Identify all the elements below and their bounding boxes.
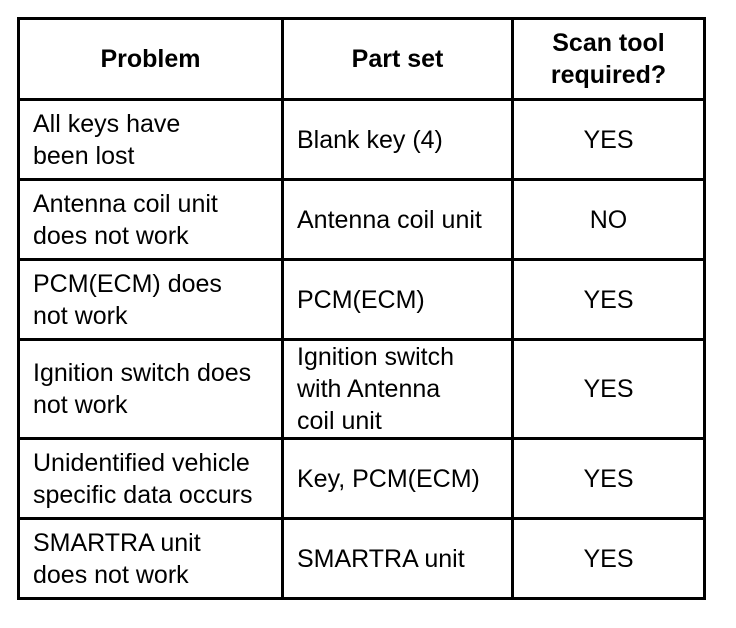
- scan-tool-cell: YES: [513, 260, 705, 340]
- problem-cell: Ignition switch does not work: [19, 340, 283, 439]
- scan-tool-cell: YES: [513, 340, 705, 439]
- table-row: [19, 519, 705, 599]
- header-scan-tool-required: Scan tool required?: [513, 19, 705, 100]
- problem-cell: PCM(ECM) does not work: [19, 260, 283, 340]
- part-set-cell: SMARTRA unit: [283, 519, 513, 599]
- problem-cell: Antenna coil unit does not work: [19, 180, 283, 260]
- part-set-cell: PCM(ECM): [283, 260, 513, 340]
- scan-tool-cell: YES: [513, 100, 705, 180]
- table-row: [19, 180, 705, 260]
- table-row: [19, 340, 705, 439]
- scan-tool-cell: YES: [513, 519, 705, 599]
- part-set-cell: Blank key (4): [283, 100, 513, 180]
- part-set-cell: Key, PCM(ECM): [283, 439, 513, 519]
- table-row: [19, 260, 705, 340]
- parts-table: [17, 17, 706, 600]
- part-set-cell: Ignition switch with Antenna coil unit: [283, 340, 513, 439]
- problem-cell: Unidentified vehicle specific data occurs: [19, 439, 283, 519]
- problem-cell: SMARTRA unit does not work: [19, 519, 283, 599]
- table-header-row: [19, 19, 705, 100]
- table-row: [19, 439, 705, 519]
- table-row: [19, 100, 705, 180]
- header-part-set: Part set: [283, 19, 513, 100]
- part-set-cell: Antenna coil unit: [283, 180, 513, 260]
- problem-cell: All keys have been lost: [19, 100, 283, 180]
- parts-table-container: [17, 17, 706, 600]
- header-problem: Problem: [19, 19, 283, 100]
- scan-tool-cell: YES: [513, 439, 705, 519]
- scan-tool-cell: NO: [513, 180, 705, 260]
